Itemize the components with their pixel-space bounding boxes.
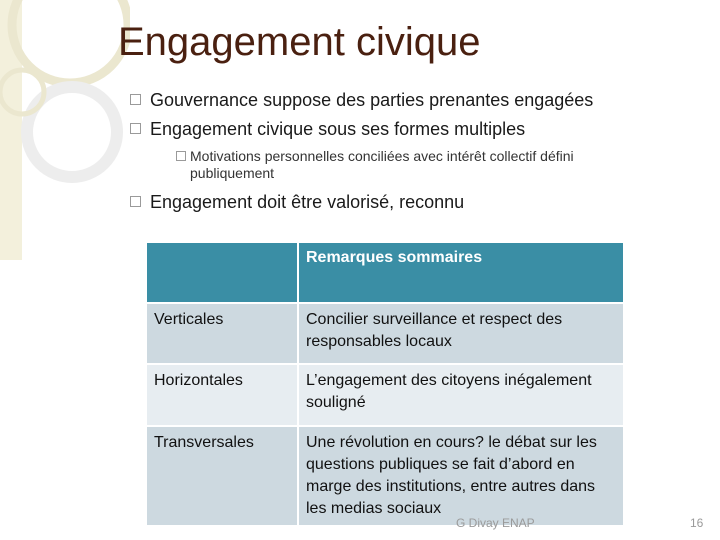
table-row [146, 303, 624, 364]
table-header-cell: Remarques sommaires [298, 242, 624, 303]
remarks-table [145, 241, 625, 527]
table-row [146, 364, 624, 426]
decorative-circles [0, 0, 130, 260]
table-header-row [146, 242, 624, 303]
bullet-valorized [130, 192, 464, 213]
checkbox-bullet-icon [130, 94, 141, 105]
bullet-governance [130, 90, 593, 111]
table-row-label: Horizontales [146, 364, 298, 426]
footer-author: G Divay ENAP [456, 516, 535, 530]
table-header-cell [146, 242, 298, 303]
checkbox-bullet-icon [130, 123, 141, 134]
bullet-civic-engagement [130, 119, 525, 140]
bullet-text: Engagement civique sous ses formes multiples [150, 119, 526, 139]
table-row-label: Transversales [146, 426, 298, 526]
bullet-text: Engagement doit être valorisé, reconnu [150, 192, 465, 212]
checkbox-bullet-icon [176, 151, 186, 161]
sub-bullet-motivations [176, 148, 646, 182]
sub-bullet-text: Motivations personnelles conciliées avec intérêt collectif défini publiquement [190, 148, 574, 181]
bullet-text: Gouvernance suppose des parties prenantes engagées [150, 90, 594, 110]
checkbox-bullet-icon [130, 196, 141, 207]
table-row-remark: L’engagement des citoyens inégalement souligné [298, 364, 624, 426]
table-row [146, 426, 624, 526]
page-number: 16 [690, 516, 704, 530]
table-row-label: Verticales [146, 303, 298, 364]
slide-title: Engagement civique [118, 20, 481, 64]
table-row-remark: Une révolution en cours? le débat sur les questions publiques se fait d’abord en marge des institutions, entre autres dans les medias sociaux [298, 426, 624, 526]
table-row-remark: Concilier surveillance et respect des responsables locaux [298, 303, 624, 364]
